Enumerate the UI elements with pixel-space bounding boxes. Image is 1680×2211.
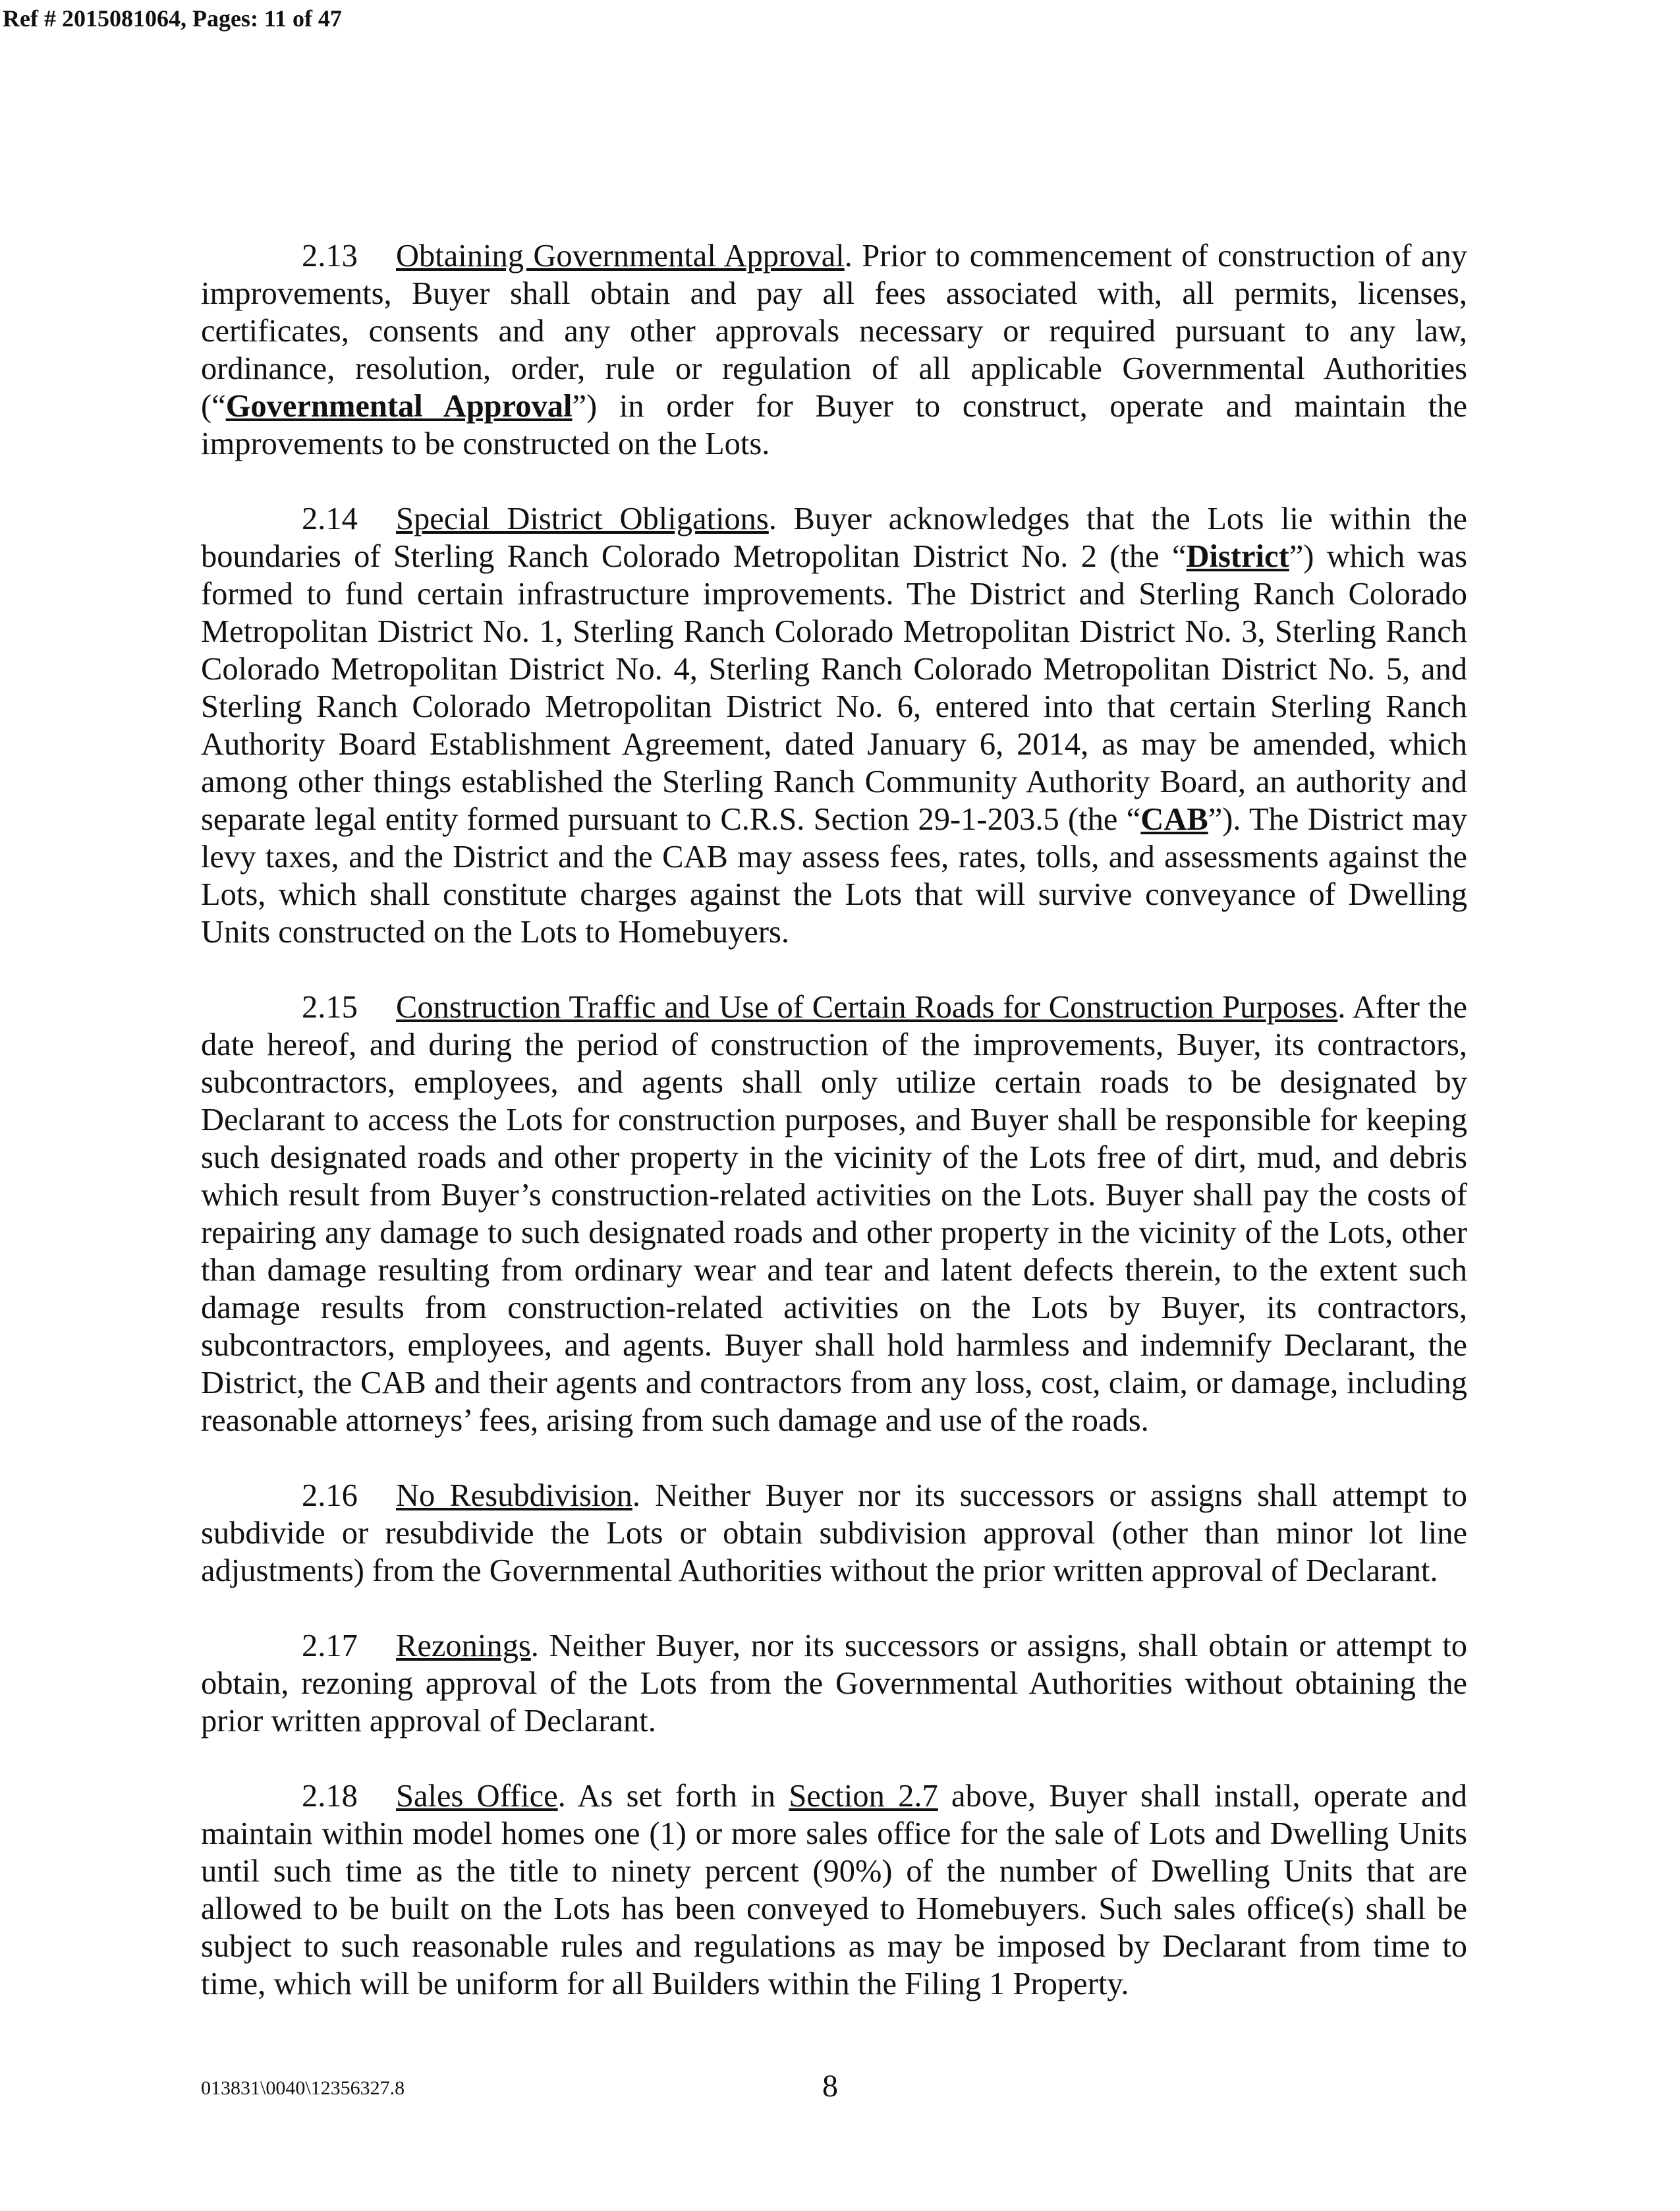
- section-title: Obtaining Governmental Approval: [396, 239, 845, 273]
- section-2-16: [201, 1477, 1467, 1590]
- section-2-17: [201, 1627, 1467, 1740]
- defined-term: Governmental Approval: [225, 389, 573, 424]
- section-text: . Prior to commencement of construction of any improvements, Buyer shall obtain and pay all fees associated with, all permits, licenses, certificates, consents and any other approvals necessary or required pursuant to any law, ordinance, resolution, order, rule or regulation of all applicable Governmental Authorities (“: [201, 239, 1467, 424]
- section-2-14: [201, 500, 1467, 951]
- section-text: ”) which was formed to fund certain infrastructure improvements. The District and Sterling Ranch Colorado Metropolitan District No. 1, Sterling Ranch Colorado Metropolitan District No. 3, Sterling Ranch Colorado Metropolitan District No. 4, Sterling Ranch Colorado Metropolitan District No. 5, and Sterling Ranch Colorado Metropolitan District No. 6, entered into that certain Sterling Ranch Authority Board Establishment Agreement, dated January 6, 2014, as may be amended, which among other things established the Sterling Ranch Community Authority Board, an authority and separate legal entity formed pursuant to C.R.S. Section 29-1-203.5 (the “: [201, 539, 1467, 837]
- ref-header: Ref # 2015081064, Pages: 11 of 47: [3, 5, 342, 32]
- section-number: 2.16: [302, 1478, 358, 1513]
- section-text: . Neither Buyer nor its successors or assigns shall attempt to subdivide or resubdivide the Lots or obtain subdivision approval (other than minor lot line adjustments) from the Governmental Authorities without the prior written approval of Declarant.: [201, 1478, 1468, 1588]
- section-text: . After the date hereof, and during the period of construction of the improvements, Buyer, its contractors, subcontractors, employees, and agents shall only utilize certain roads to be designated by Declarant to access the Lots for construction purposes, and Buyer shall be responsible for keeping such designated roads and other property in the vicinity of the Lots free of dirt, mud, and debris which result from Buyer’s construction-related activities on the Lots. Buyer shall pay the costs of repairing any damage to such designated roads and other property in the vicinity of the Lots, other than damage resulting from ordinary wear and tear and latent defects therein, to the extent such damage results from construction-related activities on the Lots by Buyer, its contractors, subcontractors, employees, and agents. Buyer shall hold harmless and indemnify Declarant, the District, the CAB and their agents and contractors from any loss, cost, claim, or damage, including reasonable attorneys’ fees, arising from such damage and use of the roads.: [201, 990, 1467, 1438]
- section-text: . Buyer acknowledges that the Lots lie within the boundaries of Sterling Ranch Colorado Metropolitan District No. 2 (the “: [201, 502, 1467, 574]
- section-title: Sales Office: [396, 1779, 558, 1814]
- section-text: ”) in order for Buyer to construct, operate and maintain the improvements to be constructed on the Lots.: [201, 389, 1468, 461]
- section-cross-reference: Section 2.7: [789, 1779, 938, 1814]
- section-text: above, Buyer shall install, operate and maintain within model homes one (1) or more sales office for the sale of Lots and Dwelling Units until such time as the title to ninety percent (90%) of the number of Dwelling Units that are allowed to be built on the Lots has been conveyed to Homebuyers. Such sales office(s) shall be subject to such reasonable rules and regulations as may be imposed by Declarant from time to time, which will be uniform for all Builders within the Filing 1 Property.: [201, 1779, 1467, 2001]
- defined-term: District: [1186, 539, 1289, 574]
- section-number: 2.14: [302, 502, 358, 536]
- section-title: Special District Obligations: [396, 502, 769, 536]
- section-text: . As set forth in: [557, 1779, 789, 1814]
- section-2-18: [201, 1777, 1467, 2003]
- page-number: 8: [822, 2069, 838, 2104]
- section-title: Rezonings: [396, 1628, 531, 1663]
- section-text: . Neither Buyer, nor its successors or assigns, shall obtain or attempt to obtain, rezoning approval of the Lots from the Governmental Authorities without obtaining the prior written approval of Declarant.: [201, 1628, 1467, 1738]
- section-number: 2.17: [302, 1628, 358, 1663]
- document-body: [201, 237, 1467, 2040]
- section-2-15: [201, 989, 1467, 1439]
- section-number: 2.18: [302, 1779, 358, 1814]
- section-title: No Resubdivision: [396, 1478, 632, 1513]
- footer-document-id: 013831\0040\12356327.8: [201, 2077, 405, 2099]
- section-number: 2.15: [302, 990, 358, 1025]
- defined-term: CAB: [1140, 802, 1208, 837]
- section-title: Construction Traffic and Use of Certain Roads for Construction Purposes: [396, 990, 1338, 1025]
- section-number: 2.13: [302, 239, 358, 273]
- section-2-13: [201, 237, 1467, 463]
- section-text: ”). The District may levy taxes, and the District and the CAB may assess fees, rates, tolls, and assessments against the Lots, which shall constitute charges against the Lots that will survive conveyance of Dwelling Units constructed on the Lots to Homebuyers.: [201, 802, 1467, 950]
